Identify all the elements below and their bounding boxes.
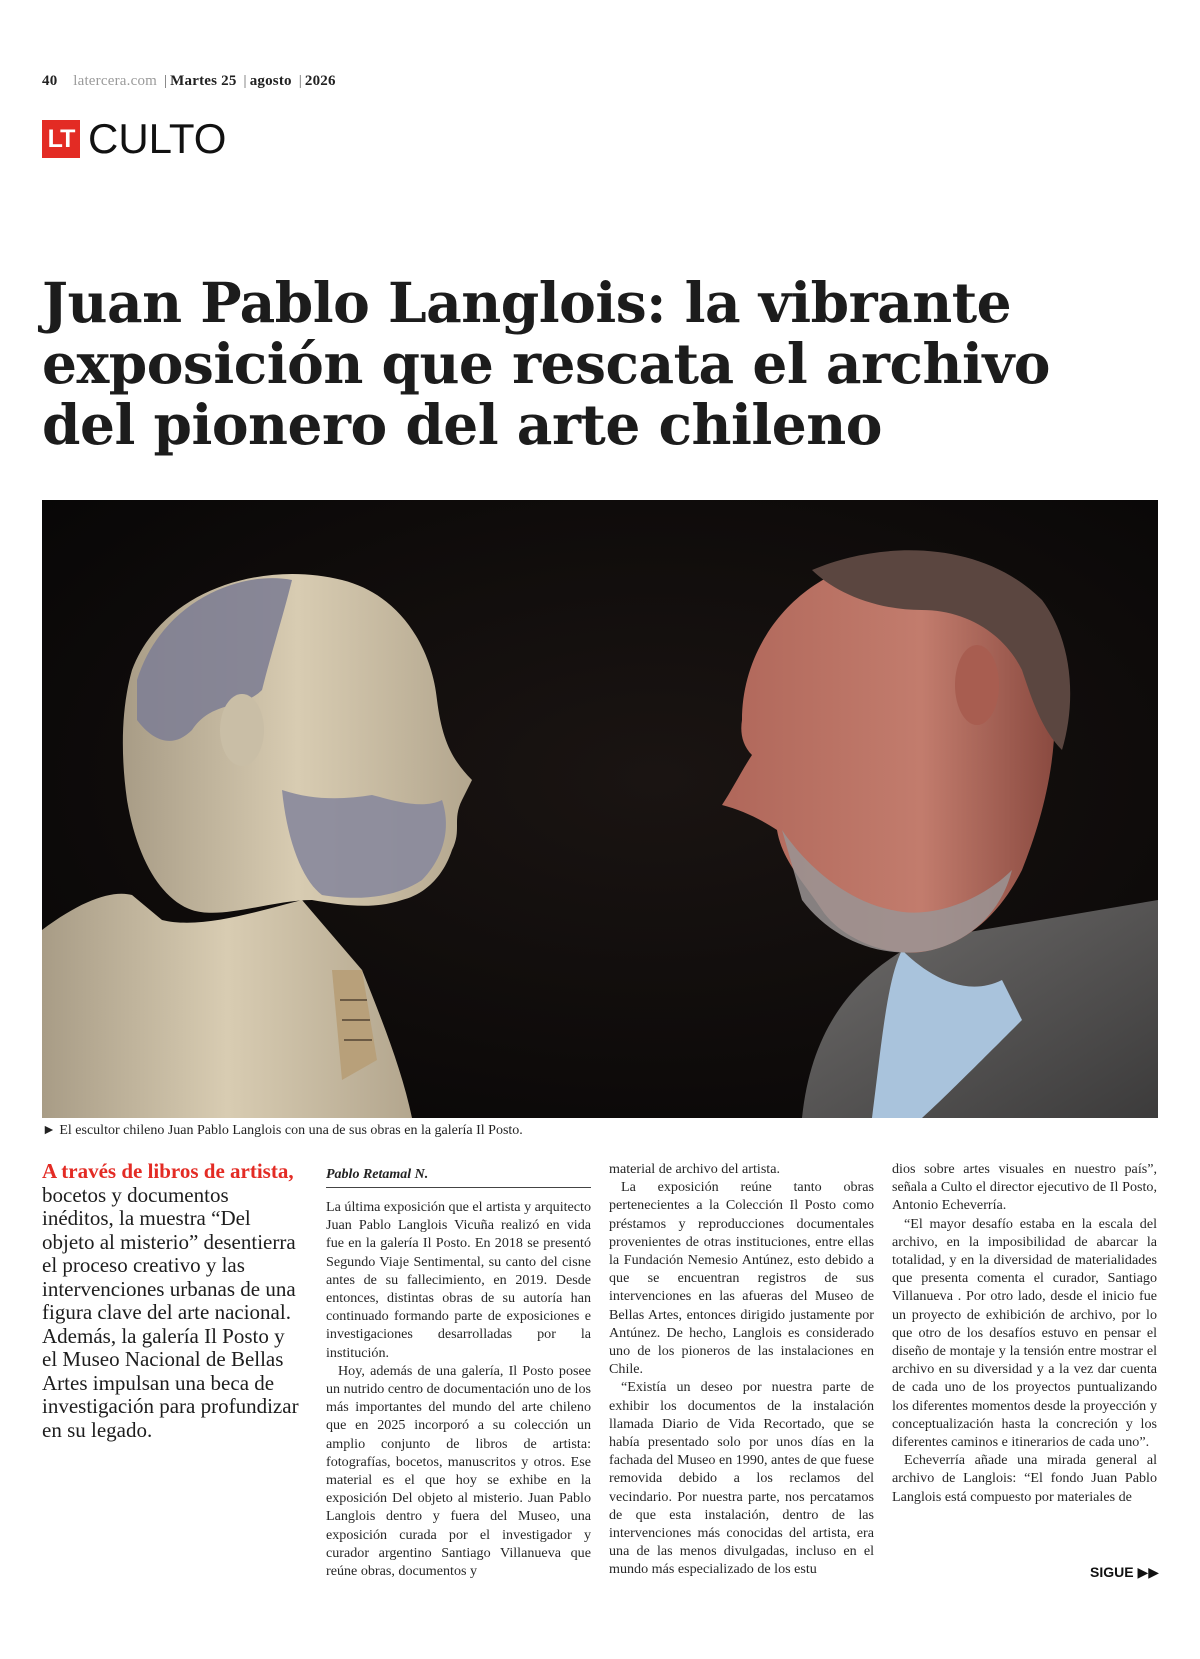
lede-text: bocetos y documentos inéditos, la muestra “Del objeto al misterio” desentierra el proceso creativo y las intervenciones urbanas de una figura clave del arte nacional. Además, la galería Il Posto y el Museo Nacional de Bellas Artes impulsan una beca de investigación para profundizar en su legado. [42, 1182, 299, 1442]
section-logo [42, 115, 227, 162]
issue-day: Martes 25 [170, 73, 237, 89]
section-name: CULTO [88, 115, 227, 162]
page-header: 40 latercera.com | Martes 25 | agosto | 2026 [42, 73, 336, 89]
lede [42, 1160, 300, 1442]
paragraph: Hoy, además de una galería, Il Posto posee un nutrido centro de documentación uno de los más importantes del mundo del arte chileno que en 2025 incorporó a su colección un amplio conjunto de libros de artista: fotografías, bocetos, manuscritos y otros. Ese material es el que hoy se exhibe en la exposición Del objeto al misterio. Juan Pablo Langlois dentro y fuera del Museo, una exposición curada por el investigador y curador argentino Santiago Villanueva que reúne obras, documentos y [326, 1362, 591, 1580]
paragraph: material de archivo del artista. [609, 1161, 781, 1177]
paragraph: dios sobre artes visuales en nuestro país”, señala a Culto el director ejecutivo de Il Posto, Antonio Echeverría. [892, 1161, 1157, 1214]
byline: Pablo Retamal N. [326, 1167, 591, 1188]
page-number: 40 [42, 73, 58, 89]
paragraph: La última exposición que el artista y arquitecto Juan Pablo Langlois Vicuña realizó en vida fue en la galería Il Posto. En 2018 se presentó Segundo Viaje Sentimental, su canto del cisne antes de su fallecimiento, en 2019. Desde entonces, distintas obras de su autoría han continuado formando parte de exposiciones e investigaciones desarrolladas por la institución. [326, 1199, 591, 1361]
caption-text: El escultor chileno Juan Pablo Langlois con una de sus obras en la galería Il Posto. [59, 1123, 523, 1138]
paragraph: La exposición reúne tanto obras pertenecientes a la Colección Il Posto como préstamos y reproducciones documentales provenientes de otras instituciones, entre ellas la Fundación Nemesio Antúnez, esto debido a que se encuentran registros de sus intervenciones en las afueras del Museo de Bellas Artes, entonces dirigido justamente por Antúnez. De hecho, Langlois es considerado uno de los pioneros de las instalaciones en Chile. [609, 1179, 874, 1378]
article-column-3 [892, 1160, 1157, 1506]
paragraph: “El mayor desafío estaba en la escala del archivo, en la imposibilidad de abarcar la totalidad, y en la diversidad de materialidades que presenta comenta el curador, Santiago Villanueva . Por otro lado, desde el inicio fue un proyecto de exhibición de archivo, por lo que otro de los desafíos estuvo en pensar el diseño de montaje y la tensión entre mostrar el archivo en su diversidad y a la vez dar cuenta de cada uno de los proyectos puntualizando los diferentes momentos desde la proyección y conceptualización hasta la concreción y los diferentes caminos e itinerarios de cada uno”. [892, 1215, 1157, 1451]
paragraph: “Existía un deseo por nuestra parte de exhibir los documentos de la instalación llamada Diario de Vida Recortado, que se había presentado solo por unos días en la fachada del Museo en 1990, antes de que fuese removida debido a los reclamos del vecindario. Por nuestra parte, nos percatamos de que esta instalación, dentro de las intervenciones más conocidas del artista, era una de las menos divulgadas, incluso en el mundo más especializado de los estu [609, 1379, 874, 1578]
lt-logo-icon: LT [42, 120, 80, 158]
site-name[interactable]: latercera.com [73, 73, 158, 89]
article-column-1 [326, 1198, 591, 1580]
issue-month: agosto [249, 73, 292, 89]
article-photo [42, 500, 1158, 1118]
caption-arrow-icon: ► [42, 1123, 56, 1138]
headline: Juan Pablo Langlois: la vibrante exposición que rescata el archivo del pionero del arte chileno [42, 270, 1050, 457]
paragraph: Echeverría añade una mirada general al archivo de Langlois: “El fondo Juan Pablo Langlois está compuesto por materiales de [892, 1452, 1157, 1505]
article-column-2 [609, 1160, 874, 1579]
photo-caption [42, 1123, 523, 1139]
lede-highlight: A través de libros de artista, [42, 1159, 294, 1183]
issue-year: 2026 [304, 73, 336, 89]
continue-link[interactable]: SIGUE ▶▶ [1090, 1564, 1159, 1580]
